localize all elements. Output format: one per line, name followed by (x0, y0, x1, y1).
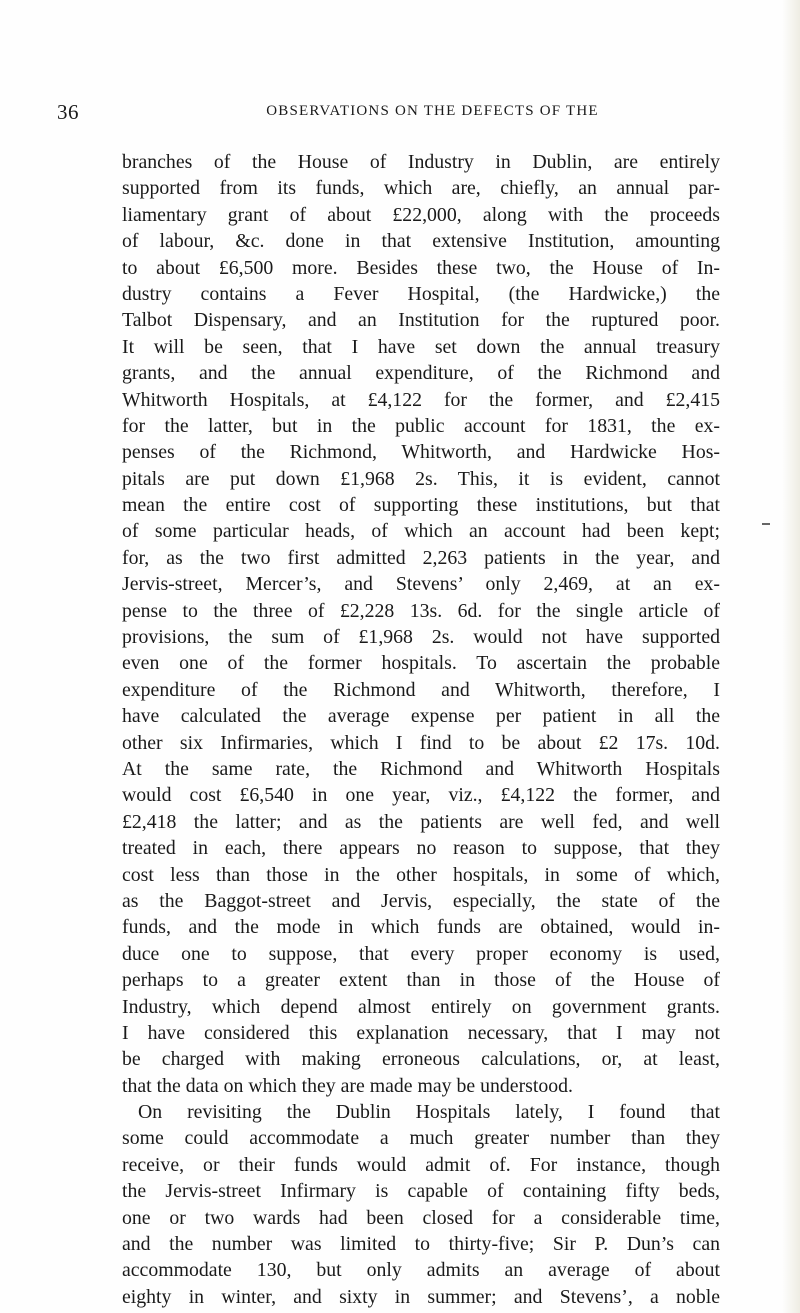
text-line: to about £6,500 more. Besides these two, the House of In- (122, 256, 720, 279)
text-line: funds, and the mode in which funds are obtained, would in- (122, 916, 720, 939)
text-line: I have considered this explanation necessary, that I may not (122, 1021, 720, 1044)
text-line: other six Infirmaries, which I find to be about £2 17s. 10d. (122, 731, 720, 754)
text-line: cost less than those in the other hospitals, in some of which, (122, 863, 720, 886)
text-line: of some particular heads, of which an account had been kept; (122, 520, 720, 543)
text-line: duce one to suppose, that every proper economy is used, (122, 942, 720, 965)
text-line: mean the entire cost of supporting these institutions, but that (122, 494, 720, 517)
text-line: eighty in winter, and sixty in summer; and Stevens’, a noble (122, 1285, 720, 1308)
text-line: even one of the former hospitals. To ascertain the probable (122, 652, 720, 675)
text-line: of labour, &c. done in that extensive Institution, amounting (122, 230, 720, 253)
text-line: be charged with making erroneous calculations, or, at least, (122, 1048, 720, 1071)
text-line: grants, and the annual expenditure, of the Richmond and (122, 362, 720, 385)
text-line: It will be seen, that I have set down the annual treasury (122, 335, 720, 358)
text-line: as the Baggot-street and Jervis, especially, the state of the (122, 889, 720, 912)
text-line: and the number was limited to thirty-five; Sir P. Dun’s can (122, 1233, 720, 1256)
text-line: pense to the three of £2,228 13s. 6d. for the single article of (122, 599, 720, 622)
running-title: OBSERVATIONS ON THE DEFECTS OF THE (266, 103, 599, 119)
text-line: have calculated the average expense per patient in all the (122, 705, 720, 728)
page-edge-shading (782, 0, 800, 1313)
text-line: accommodate 130, but only admits an average of about (122, 1259, 720, 1282)
text-line: supported from its funds, which are, chiefly, an annual par- (122, 177, 720, 200)
text-line: the Jervis-street Infirmary is capable of containing fifty beds, (122, 1180, 720, 1203)
text-line: branches of the House of Industry in Dublin, are entirely (122, 151, 720, 173)
text-line: would cost £6,540 in one year, viz., £4,122 the former, and (122, 784, 720, 807)
text-line: receive, or their funds would admit of. For instance, though (122, 1153, 720, 1176)
text-line: At the same rate, the Richmond and Whitworth Hospitals (122, 757, 720, 780)
text-line: for the latter, but in the public account for 1831, the ex- (122, 414, 720, 437)
text-line: some could accommodate a much greater number than they (122, 1127, 720, 1150)
text-line: dustry contains a Fever Hospital, (the Hardwicke,) the (122, 282, 720, 305)
text-line: perhaps to a greater extent than in those of the House of (122, 969, 720, 992)
text-line: £2,418 the latter; and as the patients are well fed, and well (122, 810, 720, 833)
running-head (0, 100, 800, 126)
text-line: Talbot Dispensary, and an Institution for the ruptured poor. (122, 309, 720, 332)
text-line: liamentary grant of about £22,000, along with the proceeds (122, 203, 720, 226)
text-line: Industry, which depend almost entirely on government grants. (122, 995, 720, 1018)
text-line: provisions, the sum of £1,968 2s. would not have supported (122, 626, 720, 649)
page-number: 36 (57, 100, 79, 124)
text-line: treated in each, there appears no reason to suppose, that they (122, 837, 720, 860)
margin-mark (762, 523, 770, 525)
text-line: penses of the Richmond, Whitworth, and Hardwicke Hos- (122, 441, 720, 464)
text-line: pitals are put down £1,968 2s. This, it is evident, cannot (122, 467, 720, 490)
text-line: Jervis-street, Mercer’s, and Stevens’ only 2,469, at an ex- (122, 573, 720, 596)
text-line: that the data on which they are made may be understood. (122, 1074, 573, 1097)
text-line: Whitworth Hospitals, at £4,122 for the former, and £2,415 (122, 388, 720, 411)
text-line: expenditure of the Richmond and Whitworth, therefore, I (122, 678, 720, 701)
text-line: one or two wards had been closed for a considerable time, (122, 1206, 720, 1229)
text-line: for, as the two first admitted 2,263 patients in the year, and (122, 546, 720, 569)
text-line: On revisiting the Dublin Hospitals lately, I found that (138, 1101, 720, 1124)
body-paragraphs (122, 149, 720, 1310)
